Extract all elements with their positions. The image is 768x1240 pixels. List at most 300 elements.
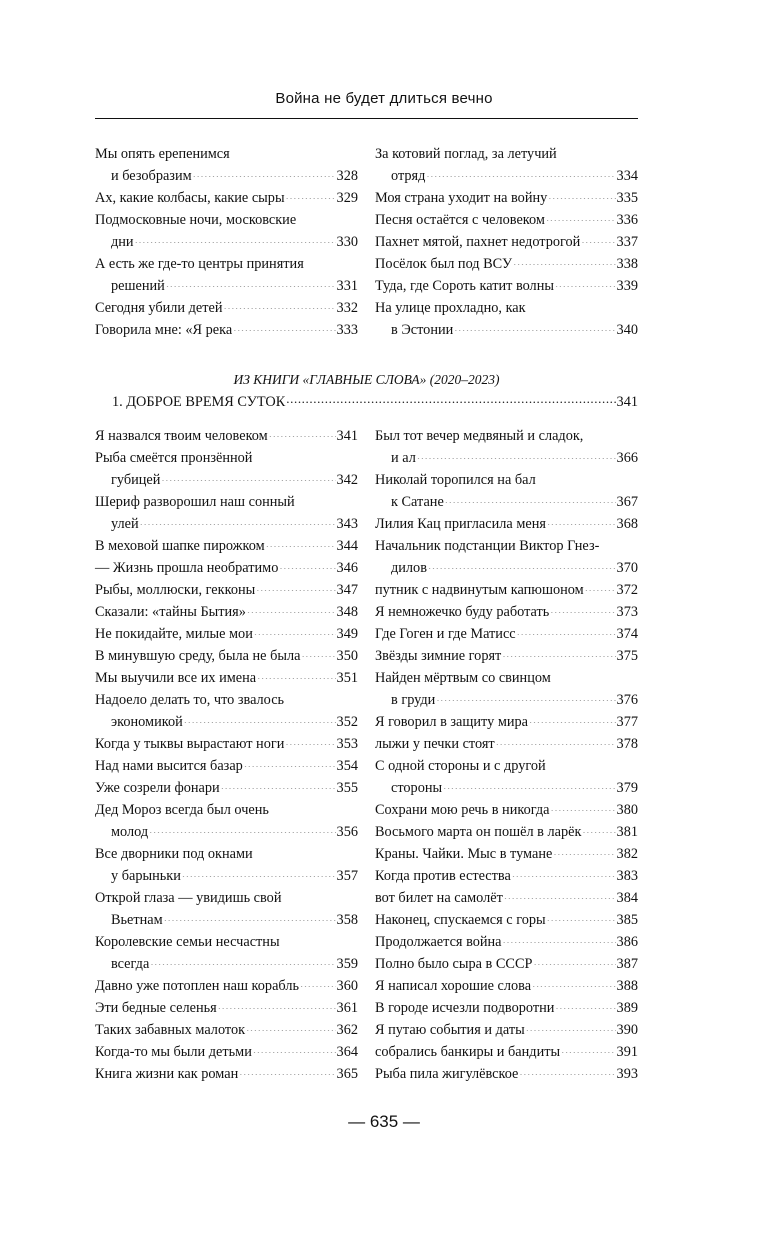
toc-entry-line: [375, 711, 638, 733]
toc-entry-line: [375, 535, 638, 557]
toc-entry-title: Уже созрели фонари: [95, 780, 220, 796]
toc-entry-title: Лилия Кац пригласила меня: [375, 516, 546, 532]
toc-entry[interactable]: [375, 733, 638, 755]
dot-leader: [285, 731, 335, 745]
toc-entry-page: 381: [616, 824, 638, 840]
toc-entry-line: [95, 447, 358, 469]
toc-entry[interactable]: [95, 645, 358, 667]
toc-entry-page: 359: [336, 956, 358, 972]
toc-entry-title: отряд: [391, 168, 426, 184]
toc-entry-title: Шериф разворошил наш сонный: [95, 494, 295, 510]
toc-entry-line: [375, 1041, 638, 1063]
toc-entry[interactable]: [375, 1063, 638, 1085]
toc-entry-line: [375, 319, 638, 341]
dot-leader: [257, 665, 335, 679]
toc-entry-title: Надоело делать то, что звалось: [95, 692, 285, 708]
toc-entry-line: [95, 689, 358, 711]
toc-entry-line: [95, 513, 358, 535]
toc-entry-page: 372: [616, 582, 638, 598]
toc-entry-page: 350: [336, 648, 358, 664]
toc-entry-title: и ал: [391, 450, 416, 466]
toc-entry-line: [95, 253, 358, 275]
running-header: Война не будет длиться вечно: [275, 90, 493, 107]
toc-entry[interactable]: [95, 843, 358, 887]
toc-entry-title: Краны. Чайки. Мыс в тумане: [375, 846, 553, 862]
toc-entry-line: [95, 733, 358, 755]
toc-column-top-right: [375, 143, 638, 341]
header-rule: [95, 118, 638, 119]
dot-leader: [184, 709, 336, 723]
toc-entry[interactable]: [375, 799, 638, 821]
toc-entry[interactable]: [375, 623, 638, 645]
toc-entry[interactable]: [375, 297, 638, 341]
dot-leader: [300, 973, 336, 987]
chapter-page: 341: [616, 394, 638, 410]
toc-entry-page: 330: [336, 234, 358, 250]
dot-leader: [502, 643, 615, 657]
toc-entry-title: путник с надвинутым капюшоном: [375, 582, 584, 598]
dot-leader: [519, 1061, 615, 1075]
toc-entry-page: 366: [616, 450, 638, 466]
toc-entry[interactable]: [375, 975, 638, 997]
toc-entry-page: 331: [336, 278, 358, 294]
toc-entry[interactable]: [95, 143, 358, 187]
toc-entry-title: Начальник подстанции Виктор Гнез-: [375, 538, 600, 554]
dot-leader: [555, 995, 615, 1009]
toc-entry-title: Туда, где Сороть катит волны: [375, 278, 554, 294]
toc-entry[interactable]: [375, 909, 638, 931]
toc-entry-title: Эти бедные селенья: [95, 1000, 217, 1016]
toc-entry[interactable]: [375, 1019, 638, 1041]
dot-leader: [164, 907, 336, 921]
toc-entry-line: [375, 297, 638, 319]
toc-entry-title: Когда у тыквы вырастают ноги: [95, 736, 285, 752]
toc-entry-title: Когда-то мы были детьми: [95, 1044, 252, 1060]
dot-leader: [546, 207, 616, 221]
toc-entry[interactable]: [95, 667, 358, 689]
toc-entry[interactable]: [375, 1041, 638, 1063]
toc-entry-line: [95, 165, 358, 187]
toc-entry-page: 347: [336, 582, 358, 598]
toc-entry-page: 388: [616, 978, 638, 994]
toc-entry-line: [95, 931, 358, 953]
toc-entry-line: [375, 777, 638, 799]
toc-entry-line: [95, 535, 358, 557]
toc-entry-page: 375: [616, 648, 638, 664]
dot-leader: [244, 753, 336, 767]
toc-entry-line: [95, 667, 358, 689]
toc-entry-title: Сегодня убили детей: [95, 300, 223, 316]
toc-entry[interactable]: [95, 777, 358, 799]
toc-entry[interactable]: [95, 579, 358, 601]
toc-entry-page: 336: [616, 212, 638, 228]
dot-leader: [266, 533, 336, 547]
toc-entry-title: Мы выучили все их имена: [95, 670, 257, 686]
dot-leader: [512, 863, 616, 877]
section-heading-title: ИЗ КНИГИ «ГЛАВНЫЕ СЛОВА»: [233, 372, 427, 387]
toc-entry-title: Найден мёртвым со свинцом: [375, 670, 551, 686]
toc-entry[interactable]: [375, 535, 638, 579]
toc-entry-line: [375, 447, 638, 469]
toc-entry-line: [375, 667, 638, 689]
dot-leader: [426, 163, 615, 177]
toc-entry-page: 329: [336, 190, 358, 206]
toc-entry-line: [95, 297, 358, 319]
dot-leader: [582, 819, 615, 833]
toc-entry-line: [95, 953, 358, 975]
toc-entry[interactable]: [375, 821, 638, 843]
toc-entry-title: всегда: [111, 956, 150, 972]
toc-entry-line: [95, 843, 358, 865]
toc-entry[interactable]: [95, 733, 358, 755]
toc-entry[interactable]: [95, 1041, 358, 1063]
toc-entry[interactable]: [375, 755, 638, 799]
toc-entry[interactable]: [95, 931, 358, 975]
toc-entry-title: А есть же где-то центры принятия: [95, 256, 304, 272]
dot-leader: [247, 599, 336, 613]
dot-leader: [193, 163, 336, 177]
toc-entry[interactable]: [375, 579, 638, 601]
toc-entry-page: 340: [616, 322, 638, 338]
toc-entry-page: 374: [616, 626, 638, 642]
toc-entry-line: [375, 733, 638, 755]
toc-entry-title: Песня остаётся с человеком: [375, 212, 545, 228]
dot-leader: [561, 1039, 615, 1053]
toc-entry-line: [375, 645, 638, 667]
toc-entry-title: стороны: [391, 780, 443, 796]
dot-leader: [269, 423, 336, 437]
toc-entry-title: собрались банкиры и бандиты: [375, 1044, 561, 1060]
toc-entry-title: улей: [111, 516, 139, 532]
dot-leader: [555, 273, 616, 287]
toc-entry-title: Над нами высится базар: [95, 758, 243, 774]
toc-entry-title: Дед Мороз всегда был очень: [95, 802, 269, 818]
toc-entry-title: экономикой: [111, 714, 183, 730]
dot-leader: [182, 863, 336, 877]
dot-leader: [496, 731, 616, 745]
dot-leader: [166, 273, 336, 287]
toc-entry-line: [375, 425, 638, 447]
dot-leader: [529, 709, 616, 723]
toc-entry[interactable]: [375, 887, 638, 909]
toc-entry-title: Таких забавных малоток: [95, 1022, 246, 1038]
toc-entry[interactable]: [95, 319, 358, 341]
toc-entry-page: 353: [336, 736, 358, 752]
dot-leader: [161, 467, 335, 481]
toc-entry-title: Книга жизни как роман: [95, 1066, 239, 1082]
toc-entry-line: [95, 1063, 358, 1085]
toc-entry-line: [375, 997, 638, 1019]
dot-leader: [547, 907, 616, 921]
toc-entry-line: [95, 557, 358, 579]
toc-entry-page: 380: [616, 802, 638, 818]
dot-leader: [551, 797, 616, 811]
dot-leader: [504, 885, 616, 899]
toc-entry[interactable]: [375, 425, 638, 469]
toc-entry-title: Посёлок был под ВСУ: [375, 256, 513, 272]
toc-entry[interactable]: [95, 601, 358, 623]
toc-entry[interactable]: [95, 535, 358, 557]
toc-entry-line: [375, 513, 638, 535]
dot-leader: [224, 295, 336, 309]
dot-leader: [233, 317, 335, 331]
toc-entry-line: [95, 1019, 358, 1041]
toc-entry[interactable]: [95, 209, 358, 253]
toc-entry[interactable]: [95, 689, 358, 733]
toc-entry[interactable]: [375, 601, 638, 623]
toc-entry-title: Пахнет мятой, пахнет недотрогой: [375, 234, 581, 250]
toc-entry[interactable]: [95, 887, 358, 931]
toc-entry[interactable]: [95, 623, 358, 645]
toc-entry[interactable]: [375, 469, 638, 513]
dot-leader: [253, 1039, 336, 1053]
dot-leader: [286, 391, 615, 405]
dot-leader: [279, 555, 335, 569]
toc-entry-page: 367: [616, 494, 638, 510]
toc-column-bottom-right: [375, 425, 638, 1085]
toc-entry[interactable]: [95, 975, 358, 997]
toc-entry-page: 362: [336, 1022, 358, 1038]
toc-entry-page: 365: [336, 1066, 358, 1082]
toc-entry-title: к Сатане: [391, 494, 444, 510]
toc-entry[interactable]: [95, 297, 358, 319]
toc-entry-line: [95, 711, 358, 733]
toc-entry[interactable]: [375, 645, 638, 667]
toc-entry[interactable]: [95, 1063, 358, 1085]
toc-entry[interactable]: [375, 667, 638, 711]
toc-entry-line: [375, 491, 638, 513]
toc-entry[interactable]: [375, 843, 638, 865]
toc-entry-title: Подмосковные ночи, московские: [95, 212, 297, 228]
toc-entry-line: [95, 645, 358, 667]
toc-entry[interactable]: [375, 997, 638, 1019]
toc-entry-line: [95, 425, 358, 447]
toc-entry-title: В городе исчезли подворотни: [375, 1000, 555, 1016]
toc-entry-page: 335: [616, 190, 638, 206]
toc-entry-title: в Эстонии: [391, 322, 454, 338]
dot-leader: [221, 775, 336, 789]
toc-entry[interactable]: [375, 253, 638, 275]
page-number: — 635 —: [348, 1112, 420, 1131]
toc-entry-line: [375, 799, 638, 821]
toc-entry-page: 368: [616, 516, 638, 532]
toc-entry-page: 370: [616, 560, 638, 576]
toc-entry-title: Говорила мне: «Я река: [95, 322, 233, 338]
toc-entry[interactable]: [95, 425, 358, 447]
toc-entry-line: [95, 755, 358, 777]
dot-leader: [135, 229, 336, 243]
toc-entry[interactable]: [375, 275, 638, 297]
toc-entry-page: 358: [336, 912, 358, 928]
toc-entry[interactable]: [375, 513, 638, 535]
toc-entry-title: Полно было сыра в СССР: [375, 956, 533, 972]
toc-entry-page: 334: [616, 168, 638, 184]
toc-entry-line: [375, 931, 638, 953]
toc-entry-line: [95, 491, 358, 513]
dot-leader: [436, 687, 615, 701]
toc-entry-page: 342: [336, 472, 358, 488]
toc-entry-line: [375, 187, 638, 209]
dot-leader: [218, 995, 336, 1009]
toc-entry-page: 341: [336, 428, 358, 444]
toc-entry-title: Сохрани мою речь в никогда: [375, 802, 550, 818]
toc-entry-page: 376: [616, 692, 638, 708]
dot-leader: [550, 599, 615, 613]
toc-entry-page: 378: [616, 736, 638, 752]
dot-leader: [286, 185, 336, 199]
toc-entry-line: [95, 187, 358, 209]
dot-leader: [443, 775, 615, 789]
toc-entry-title: Королевские семьи несчастны: [95, 934, 280, 950]
toc-entry-title: Где Гоген и где Матисс: [375, 626, 516, 642]
toc-entry-page: 349: [336, 626, 358, 642]
dot-leader: [254, 621, 336, 635]
toc-entry-page: 361: [336, 1000, 358, 1016]
toc-entry-title: Рыба смеётся пронзённой: [95, 450, 253, 466]
toc-entry-title: дилов: [391, 560, 427, 576]
toc-entry[interactable]: [375, 209, 638, 231]
toc-entry-title: Все дворники под окнами: [95, 846, 253, 862]
toc-entry-title: и безобразим: [111, 168, 192, 184]
toc-entry-title: Я говорил в защиту мира: [375, 714, 529, 730]
dot-leader: [513, 251, 615, 265]
toc-entry-page: 352: [336, 714, 358, 730]
toc-entry-line: [95, 865, 358, 887]
dot-leader: [553, 841, 615, 855]
dot-leader: [445, 489, 616, 503]
toc-entry-page: 382: [616, 846, 638, 862]
toc-entry-title: За котовий поглад, за летучий: [375, 146, 557, 162]
toc-entry-title: Николай торопился на бал: [375, 472, 536, 488]
toc-entry-title: Я назвался твоим человеком: [95, 428, 268, 444]
toc-entry-title: — Жизнь прошла необратимо: [95, 560, 279, 576]
toc-entry-title: молод: [111, 824, 149, 840]
toc-entry[interactable]: [375, 187, 638, 209]
dot-leader: [532, 973, 615, 987]
toc-entry-title: дни: [111, 234, 134, 250]
toc-entry-page: 390: [616, 1022, 638, 1038]
toc-entry[interactable]: [95, 253, 358, 297]
toc-entry-page: 337: [616, 234, 638, 250]
toc-entry-title: Наконец, спускаемся с горы: [375, 912, 546, 928]
toc-entry[interactable]: [95, 799, 358, 843]
toc-entry[interactable]: [95, 447, 358, 491]
toc-entry-title: у барыньки: [111, 868, 181, 884]
toc-entry-page: 348: [336, 604, 358, 620]
toc-entry-page: 355: [336, 780, 358, 796]
toc-entry-title: Я написал хорошие слова: [375, 978, 532, 994]
toc-entry[interactable]: [95, 557, 358, 579]
toc-entry[interactable]: [95, 187, 358, 209]
toc-entry-title: С одной стороны и с другой: [375, 758, 546, 774]
toc-entry-page: 393: [616, 1066, 638, 1082]
toc-entry-page: 356: [336, 824, 358, 840]
toc-entry-page: 391: [616, 1044, 638, 1060]
dot-leader: [417, 445, 616, 459]
toc-entry-line: [375, 821, 638, 843]
dot-leader: [581, 229, 615, 243]
toc-entry-page: 379: [616, 780, 638, 796]
toc-entry-line: [95, 623, 358, 645]
dot-leader: [140, 511, 336, 525]
toc-entry-line: [95, 909, 358, 931]
toc-entry-line: [375, 953, 638, 975]
toc-entry-title: Я путаю события и даты: [375, 1022, 525, 1038]
toc-entry[interactable]: [375, 931, 638, 953]
toc-entry-line: [95, 579, 358, 601]
toc-entry-title: Мы опять ерепенимся: [95, 146, 230, 162]
toc-entry-line: [375, 209, 638, 231]
toc-entry-page: 383: [616, 868, 638, 884]
toc-entry-line: [375, 469, 638, 491]
toc-entry-title: Давно уже потоплен наш корабль: [95, 978, 299, 994]
toc-entry[interactable]: [375, 143, 638, 187]
toc-entry-page: 351: [336, 670, 358, 686]
toc-entry-page: 344: [336, 538, 358, 554]
toc-entry-title: В минувшую среду, была не была: [95, 648, 301, 664]
toc-entry-line: [375, 865, 638, 887]
toc-entry[interactable]: [95, 997, 358, 1019]
dot-leader: [526, 1017, 616, 1031]
toc-entry-title: в груди: [391, 692, 436, 708]
toc-entry-page: 386: [616, 934, 638, 950]
toc-column-top-left: [95, 143, 358, 341]
toc-entry[interactable]: [95, 491, 358, 535]
toc-entry-title: Открой глаза — увидишь свой: [95, 890, 282, 906]
toc-entry-page: 385: [616, 912, 638, 928]
dot-leader: [547, 511, 616, 525]
toc-entry-title: Я немножечко буду работать: [375, 604, 550, 620]
toc-entry-line: [375, 275, 638, 297]
toc-entry-title: Рыбы, моллюски, гекконы: [95, 582, 256, 598]
toc-entry-line: [95, 1041, 358, 1063]
toc-entry-title: Звёзды зимние горят: [375, 648, 502, 664]
toc-entry-line: [375, 887, 638, 909]
toc-entry[interactable]: [95, 755, 358, 777]
toc-entry-line: [95, 231, 358, 253]
toc-entry-title: Рыба пила жигулёвское: [375, 1066, 519, 1082]
dot-leader: [256, 577, 335, 591]
toc-entry-title: Продолжается война: [375, 934, 502, 950]
toc-entry-page: 360: [336, 978, 358, 994]
dot-leader: [533, 951, 615, 965]
dot-leader: [246, 1017, 335, 1031]
toc-entry-page: 384: [616, 890, 638, 906]
toc-entry-line: [375, 1063, 638, 1085]
toc-entry-line: [375, 843, 638, 865]
toc-entry-line: [95, 821, 358, 843]
toc-entry-line: [95, 469, 358, 491]
dot-leader: [149, 819, 335, 833]
dot-leader: [548, 185, 615, 199]
toc-entry[interactable]: [375, 953, 638, 975]
chapter-entry[interactable]: [112, 394, 638, 416]
toc-entry-page: 333: [336, 322, 358, 338]
dot-leader: [301, 643, 335, 657]
toc-entry-title: На улице прохладно, как: [375, 300, 526, 316]
toc-entry-line: [375, 623, 638, 645]
toc-entry[interactable]: [375, 865, 638, 887]
toc-entry-title: Ах, какие колбасы, какие сыры: [95, 190, 285, 206]
toc-entry[interactable]: [375, 711, 638, 733]
toc-entry-page: 346: [336, 560, 358, 576]
toc-entry-page: 357: [336, 868, 358, 884]
toc-entry-page: 354: [336, 758, 358, 774]
toc-column-bottom-left: [95, 425, 358, 1085]
toc-entry[interactable]: [375, 231, 638, 253]
toc-entry-line: [375, 231, 638, 253]
toc-entry[interactable]: [95, 1019, 358, 1041]
